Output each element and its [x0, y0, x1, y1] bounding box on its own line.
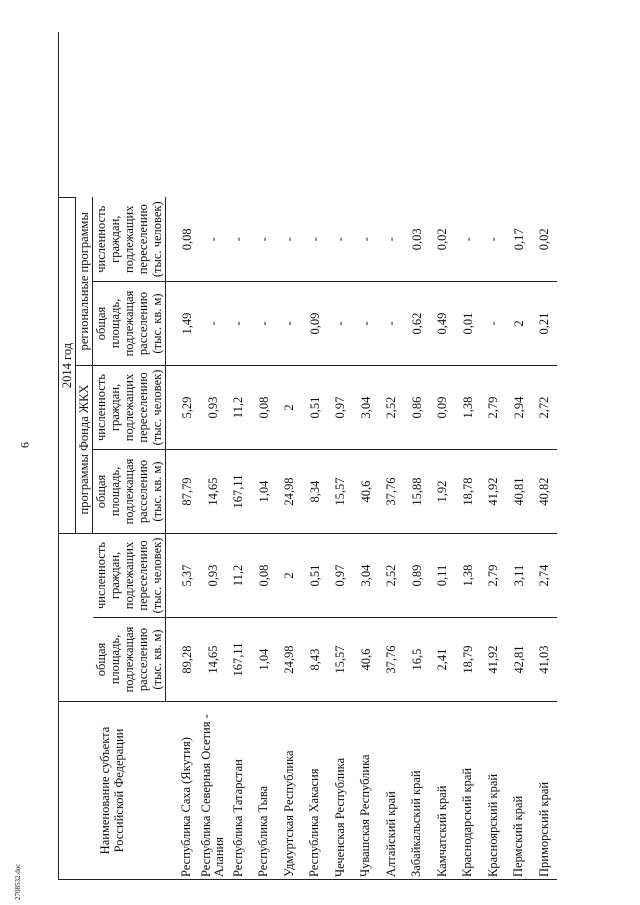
fund-area-cell: 37,76	[379, 450, 405, 534]
total-people-cell: 0,08	[251, 534, 277, 618]
regional-people-cell: 0,08	[166, 197, 200, 281]
regional-area-cell: -	[226, 282, 252, 366]
fund-people-cell: 0,08	[251, 366, 277, 450]
regional-area-cell: -	[353, 282, 379, 366]
regional-people-cell: -	[226, 197, 252, 281]
regional-people-cell: -	[379, 197, 405, 281]
regional-area-cell: 0,01	[455, 282, 481, 366]
region-name-cell: Краснодарский край	[455, 702, 481, 880]
total-people-cell: 0,51	[302, 534, 328, 618]
region-name-cell: Чеченская Республика	[328, 702, 354, 880]
regional-area-cell: 0,21	[532, 282, 558, 366]
fund-people-cell: 0,09	[430, 366, 456, 450]
fund-people-cell: 2,79	[481, 366, 507, 450]
table-row	[200, 32, 226, 880]
fund-people-cell: 2,72	[532, 366, 558, 450]
fund-people-cell: 0,86	[404, 366, 430, 450]
table-row	[353, 32, 379, 880]
header-fund-people: численность граждан, подлежащих переселению (тыс. человек)	[93, 366, 166, 450]
regional-area-cell: -	[200, 282, 226, 366]
total-area-cell: 24,98	[277, 618, 303, 702]
regional-area-cell: 0,62	[404, 282, 430, 366]
fund-people-cell: 2,52	[379, 366, 405, 450]
fund-people-cell: 11,2	[226, 366, 252, 450]
table-row	[506, 32, 532, 880]
header-total-people: численность граждан, подлежащих переселению (тыс. человек)	[93, 534, 166, 618]
regional-people-cell: -	[200, 197, 226, 281]
regional-people-cell: -	[277, 197, 303, 281]
regional-people-cell: 0,02	[532, 197, 558, 281]
region-name-cell: Республика Хакасия	[302, 702, 328, 880]
header-fund-area: общая площадь, подлежащая расселению (тыс. кв. м)	[93, 450, 166, 534]
regional-area-cell: 0,09	[302, 282, 328, 366]
total-area-cell: 40,6	[353, 618, 379, 702]
regional-area-cell: 1,49	[166, 282, 200, 366]
total-area-cell: 14,65	[200, 618, 226, 702]
total-people-cell: 5,37	[166, 534, 200, 618]
regional-area-cell: -	[481, 282, 507, 366]
region-name-cell: Красноярский край	[481, 702, 507, 880]
regional-area-cell: -	[328, 282, 354, 366]
header-total-area: общая площадь, подлежащая расселению (тыс. кв. м)	[93, 618, 166, 702]
fund-people-cell: 2,94	[506, 366, 532, 450]
total-people-cell: 0,93	[200, 534, 226, 618]
header-year: 2014 год	[59, 197, 76, 533]
total-people-cell: 3,11	[506, 534, 532, 618]
table-row	[379, 32, 405, 880]
fund-area-cell: 41,92	[481, 450, 507, 534]
total-area-cell: 18,79	[455, 618, 481, 702]
header-fund-programs: программы Фонда ЖКХ	[76, 366, 93, 534]
fund-people-cell: 1,38	[455, 366, 481, 450]
fund-area-cell: 15,57	[328, 450, 354, 534]
fund-area-cell: 1,04	[251, 450, 277, 534]
region-name-cell: Алтайский край	[379, 702, 405, 880]
total-area-cell: 41,03	[532, 618, 558, 702]
regional-area-cell: -	[251, 282, 277, 366]
fund-area-cell: 15,88	[404, 450, 430, 534]
header-year-filler	[59, 32, 76, 197]
fund-people-cell: 2	[277, 366, 303, 450]
total-people-cell: 11,2	[226, 534, 252, 618]
page-number: 9	[18, 442, 32, 448]
region-name-cell: Пермский край	[506, 702, 532, 880]
table-row	[532, 32, 558, 880]
regional-area-cell: -	[379, 282, 405, 366]
region-name-cell: Камчатский край	[430, 702, 456, 880]
regional-people-cell: -	[481, 197, 507, 281]
fund-area-cell: 40,81	[506, 450, 532, 534]
region-name-cell: Забайкальский край	[404, 702, 430, 880]
fund-area-cell: 40,82	[532, 450, 558, 534]
regional-people-cell: -	[455, 197, 481, 281]
table-row	[481, 32, 507, 880]
fund-people-cell: 0,97	[328, 366, 354, 450]
total-people-cell: 0,89	[404, 534, 430, 618]
header-regional-area: общая площадь, подлежащая расселению (тыс. кв. м)	[93, 282, 166, 366]
regional-area-cell: 2	[506, 282, 532, 366]
total-area-cell: 41,92	[481, 618, 507, 702]
header-regional-people: численность граждан, подлежащих переселению (тыс. человек)	[93, 197, 166, 281]
table-row	[430, 32, 456, 880]
table-row	[251, 32, 277, 880]
header-region-name: Наименование субъекта Российской Федерации	[59, 702, 166, 880]
region-name-cell: Республика Северная Осетия - Алания	[200, 702, 226, 880]
document-file-code: 2708532.doc	[14, 863, 22, 900]
table-row	[226, 32, 252, 880]
fund-area-cell: 40,6	[353, 450, 379, 534]
total-people-cell: 2	[277, 534, 303, 618]
total-area-cell: 37,76	[379, 618, 405, 702]
regional-people-cell: 0,17	[506, 197, 532, 281]
fund-people-cell: 0,51	[302, 366, 328, 450]
table-row	[404, 32, 430, 880]
table-row	[166, 32, 200, 880]
regional-people-cell: -	[302, 197, 328, 281]
fund-area-cell: 24,98	[277, 450, 303, 534]
total-area-cell: 89,28	[166, 618, 200, 702]
total-people-cell: 0,97	[328, 534, 354, 618]
region-name-cell: Республика Тыва	[251, 702, 277, 880]
total-people-cell: 3,04	[353, 534, 379, 618]
regional-people-cell: -	[353, 197, 379, 281]
regional-area-cell: 0,49	[430, 282, 456, 366]
total-area-cell: 2,41	[430, 618, 456, 702]
regional-people-cell: 0,03	[404, 197, 430, 281]
total-people-cell: 2,79	[481, 534, 507, 618]
region-name-cell: Республика Саха (Якутия)	[166, 702, 200, 880]
table-row	[455, 32, 481, 880]
regional-people-cell: -	[251, 197, 277, 281]
fund-area-cell: 8,34	[302, 450, 328, 534]
total-area-cell: 167,11	[226, 618, 252, 702]
fund-area-cell: 87,79	[166, 450, 200, 534]
regional-area-cell: -	[277, 282, 303, 366]
regional-people-cell: 0,02	[430, 197, 456, 281]
total-area-cell: 16,5	[404, 618, 430, 702]
total-area-cell: 1,04	[251, 618, 277, 702]
total-people-cell: 0,11	[430, 534, 456, 618]
fund-area-cell: 14,65	[200, 450, 226, 534]
region-name-cell: Приморский край	[532, 702, 558, 880]
fund-area-cell: 167,11	[226, 450, 252, 534]
region-name-cell: Республика Татарстан	[226, 702, 252, 880]
table-row	[302, 32, 328, 880]
total-people-cell: 1,38	[455, 534, 481, 618]
header-regional-programs: региональные программы	[76, 197, 93, 365]
fund-area-cell: 1,92	[430, 450, 456, 534]
table-row	[277, 32, 303, 880]
total-area-cell: 8,43	[302, 618, 328, 702]
total-people-cell: 2,74	[532, 534, 558, 618]
fund-people-cell: 5,29	[166, 366, 200, 450]
fund-area-cell: 18,78	[455, 450, 481, 534]
total-people-cell: 2,52	[379, 534, 405, 618]
total-area-cell: 42,81	[506, 618, 532, 702]
fund-people-cell: 3,04	[353, 366, 379, 450]
region-name-cell: Удмуртская Республика	[277, 702, 303, 880]
regional-people-cell: -	[328, 197, 354, 281]
regions-resettlement-table	[58, 32, 557, 880]
table-row	[328, 32, 354, 880]
rotated-table-container	[58, 28, 640, 880]
table-body	[166, 32, 558, 880]
region-name-cell: Чувашская Республика	[353, 702, 379, 880]
total-area-cell: 15,57	[328, 618, 354, 702]
header-empty-total	[59, 534, 93, 702]
fund-people-cell: 0,93	[200, 366, 226, 450]
